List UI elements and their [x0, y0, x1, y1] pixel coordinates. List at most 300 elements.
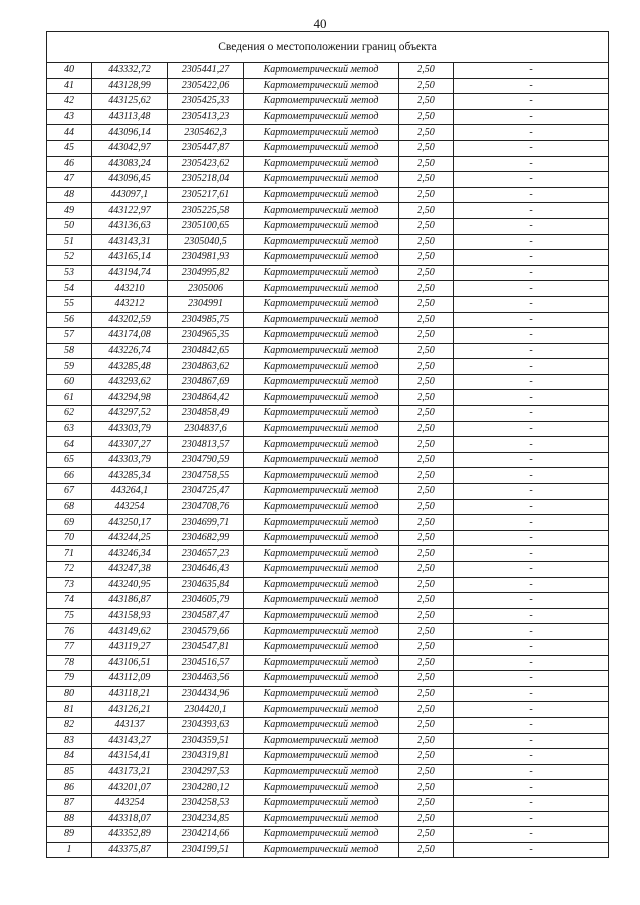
y-coordinate-cell: 2304434,96 — [168, 686, 244, 702]
table-row — [47, 172, 609, 188]
y-coordinate-cell: 2305006 — [168, 281, 244, 297]
table-row — [47, 406, 609, 422]
description-cell: - — [454, 125, 609, 141]
method-cell: Картометрический метод — [244, 312, 399, 328]
point-number-cell: 58 — [47, 343, 92, 359]
method-cell: Картометрический метод — [244, 94, 399, 110]
x-coordinate-cell: 443149,62 — [92, 624, 168, 640]
method-cell: Картометрический метод — [244, 655, 399, 671]
method-cell: Картометрический метод — [244, 842, 399, 858]
accuracy-cell: 2,50 — [399, 187, 454, 203]
method-cell: Картометрический метод — [244, 203, 399, 219]
point-number-cell: 53 — [47, 265, 92, 281]
y-coordinate-cell: 2304813,57 — [168, 437, 244, 453]
method-cell: Картометрический метод — [244, 499, 399, 515]
y-coordinate-cell: 2305100,65 — [168, 218, 244, 234]
point-number-cell: 64 — [47, 437, 92, 453]
description-cell: - — [454, 156, 609, 172]
y-coordinate-cell: 2304708,76 — [168, 499, 244, 515]
x-coordinate-cell: 443201,07 — [92, 780, 168, 796]
y-coordinate-cell: 2304605,79 — [168, 593, 244, 609]
accuracy-cell: 2,50 — [399, 671, 454, 687]
x-coordinate-cell: 443186,87 — [92, 593, 168, 609]
y-coordinate-cell: 2304359,51 — [168, 733, 244, 749]
point-number-cell: 57 — [47, 328, 92, 344]
y-coordinate-cell: 2304858,49 — [168, 406, 244, 422]
description-cell: - — [454, 437, 609, 453]
table-row — [47, 608, 609, 624]
accuracy-cell: 2,50 — [399, 827, 454, 843]
table-row — [47, 234, 609, 250]
table-row — [47, 546, 609, 562]
point-number-cell: 61 — [47, 390, 92, 406]
x-coordinate-cell: 443240,95 — [92, 577, 168, 593]
accuracy-cell: 2,50 — [399, 374, 454, 390]
y-coordinate-cell: 2304547,81 — [168, 639, 244, 655]
accuracy-cell: 2,50 — [399, 546, 454, 562]
accuracy-cell: 2,50 — [399, 296, 454, 312]
x-coordinate-cell: 443307,27 — [92, 437, 168, 453]
y-coordinate-cell: 2304790,59 — [168, 452, 244, 468]
table-row — [47, 452, 609, 468]
accuracy-cell: 2,50 — [399, 125, 454, 141]
accuracy-cell: 2,50 — [399, 749, 454, 765]
y-coordinate-cell: 2305422,06 — [168, 78, 244, 94]
description-cell: - — [454, 281, 609, 297]
y-coordinate-cell: 2304699,71 — [168, 515, 244, 531]
point-number-cell: 81 — [47, 702, 92, 718]
x-coordinate-cell: 443096,45 — [92, 172, 168, 188]
point-number-cell: 60 — [47, 374, 92, 390]
table-row — [47, 359, 609, 375]
x-coordinate-cell: 443375,87 — [92, 842, 168, 858]
method-cell: Картометрический метод — [244, 296, 399, 312]
description-cell: - — [454, 312, 609, 328]
y-coordinate-cell: 2304587,47 — [168, 608, 244, 624]
accuracy-cell: 2,50 — [399, 655, 454, 671]
description-cell: - — [454, 63, 609, 79]
accuracy-cell: 2,50 — [399, 140, 454, 156]
x-coordinate-cell: 443297,52 — [92, 406, 168, 422]
x-coordinate-cell: 443126,21 — [92, 702, 168, 718]
y-coordinate-cell: 2304981,93 — [168, 250, 244, 266]
description-cell: - — [454, 468, 609, 484]
description-cell: - — [454, 562, 609, 578]
x-coordinate-cell: 443137 — [92, 717, 168, 733]
y-coordinate-cell: 2304965,35 — [168, 328, 244, 344]
method-cell: Картометрический метод — [244, 686, 399, 702]
accuracy-cell: 2,50 — [399, 328, 454, 344]
point-number-cell: 72 — [47, 562, 92, 578]
x-coordinate-cell: 443154,41 — [92, 749, 168, 765]
accuracy-cell: 2,50 — [399, 265, 454, 281]
description-cell: - — [454, 530, 609, 546]
x-coordinate-cell: 443294,98 — [92, 390, 168, 406]
table-row — [47, 343, 609, 359]
x-coordinate-cell: 443113,48 — [92, 109, 168, 125]
x-coordinate-cell: 443202,59 — [92, 312, 168, 328]
method-cell: Картометрический метод — [244, 156, 399, 172]
table-row — [47, 702, 609, 718]
x-coordinate-cell: 443254 — [92, 499, 168, 515]
accuracy-cell: 2,50 — [399, 702, 454, 718]
accuracy-cell: 2,50 — [399, 218, 454, 234]
x-coordinate-cell: 443143,27 — [92, 733, 168, 749]
y-coordinate-cell: 2305413,23 — [168, 109, 244, 125]
method-cell: Картометрический метод — [244, 827, 399, 843]
x-coordinate-cell: 443332,72 — [92, 63, 168, 79]
y-coordinate-cell: 2304635,84 — [168, 577, 244, 593]
y-coordinate-cell: 2304297,53 — [168, 764, 244, 780]
x-coordinate-cell: 443173,21 — [92, 764, 168, 780]
table-row — [47, 140, 609, 156]
description-cell: - — [454, 593, 609, 609]
accuracy-cell: 2,50 — [399, 764, 454, 780]
accuracy-cell: 2,50 — [399, 109, 454, 125]
x-coordinate-cell: 443128,99 — [92, 78, 168, 94]
table-row — [47, 109, 609, 125]
x-coordinate-cell: 443097,1 — [92, 187, 168, 203]
point-number-cell: 80 — [47, 686, 92, 702]
point-number-cell: 52 — [47, 250, 92, 266]
point-number-cell: 1 — [47, 842, 92, 858]
description-cell: - — [454, 702, 609, 718]
y-coordinate-cell: 2305441,27 — [168, 63, 244, 79]
method-cell: Картометрический метод — [244, 811, 399, 827]
table-row — [47, 312, 609, 328]
point-number-cell: 40 — [47, 63, 92, 79]
method-cell: Картометрический метод — [244, 484, 399, 500]
description-cell: - — [454, 250, 609, 266]
accuracy-cell: 2,50 — [399, 437, 454, 453]
point-number-cell: 74 — [47, 593, 92, 609]
point-number-cell: 79 — [47, 671, 92, 687]
table-row — [47, 686, 609, 702]
x-coordinate-cell: 443246,34 — [92, 546, 168, 562]
table-row — [47, 671, 609, 687]
method-cell: Картометрический метод — [244, 78, 399, 94]
point-number-cell: 83 — [47, 733, 92, 749]
accuracy-cell: 2,50 — [399, 562, 454, 578]
x-coordinate-cell: 443264,1 — [92, 484, 168, 500]
accuracy-cell: 2,50 — [399, 499, 454, 515]
y-coordinate-cell: 2304682,99 — [168, 530, 244, 546]
y-coordinate-cell: 2304579,66 — [168, 624, 244, 640]
table-row — [47, 265, 609, 281]
description-cell: - — [454, 795, 609, 811]
accuracy-cell: 2,50 — [399, 624, 454, 640]
point-number-cell: 70 — [47, 530, 92, 546]
x-coordinate-cell: 443226,74 — [92, 343, 168, 359]
method-cell: Картометрический метод — [244, 421, 399, 437]
accuracy-cell: 2,50 — [399, 639, 454, 655]
accuracy-cell: 2,50 — [399, 717, 454, 733]
method-cell: Картометрический метод — [244, 717, 399, 733]
accuracy-cell: 2,50 — [399, 530, 454, 546]
table-row — [47, 624, 609, 640]
method-cell: Картометрический метод — [244, 530, 399, 546]
x-coordinate-cell: 443210 — [92, 281, 168, 297]
method-cell: Картометрический метод — [244, 546, 399, 562]
description-cell: - — [454, 187, 609, 203]
table-row — [47, 717, 609, 733]
point-number-cell: 62 — [47, 406, 92, 422]
x-coordinate-cell: 443352,89 — [92, 827, 168, 843]
point-number-cell: 44 — [47, 125, 92, 141]
point-number-cell: 45 — [47, 140, 92, 156]
x-coordinate-cell: 443122,97 — [92, 203, 168, 219]
method-cell: Картометрический метод — [244, 218, 399, 234]
table-row — [47, 811, 609, 827]
table-row — [47, 530, 609, 546]
description-cell: - — [454, 780, 609, 796]
x-coordinate-cell: 443042,97 — [92, 140, 168, 156]
point-number-cell: 68 — [47, 499, 92, 515]
table-row — [47, 733, 609, 749]
point-number-cell: 66 — [47, 468, 92, 484]
point-number-cell: 89 — [47, 827, 92, 843]
method-cell: Картометрический метод — [244, 328, 399, 344]
method-cell: Картометрический метод — [244, 437, 399, 453]
table-row — [47, 593, 609, 609]
x-coordinate-cell: 443143,31 — [92, 234, 168, 250]
y-coordinate-cell: 2304758,55 — [168, 468, 244, 484]
table-row — [47, 655, 609, 671]
method-cell: Картометрический метод — [244, 702, 399, 718]
y-coordinate-cell: 2305425,33 — [168, 94, 244, 110]
accuracy-cell: 2,50 — [399, 733, 454, 749]
y-coordinate-cell: 2304280,12 — [168, 780, 244, 796]
y-coordinate-cell: 2305423,62 — [168, 156, 244, 172]
point-number-cell: 85 — [47, 764, 92, 780]
method-cell: Картометрический метод — [244, 639, 399, 655]
x-coordinate-cell: 443119,27 — [92, 639, 168, 655]
boundary-coordinates-table — [46, 31, 609, 858]
table-row — [47, 203, 609, 219]
method-cell: Картометрический метод — [244, 780, 399, 796]
y-coordinate-cell: 2304991 — [168, 296, 244, 312]
x-coordinate-cell: 443136,63 — [92, 218, 168, 234]
y-coordinate-cell: 2304657,23 — [168, 546, 244, 562]
method-cell: Картометрический метод — [244, 125, 399, 141]
point-number-cell: 88 — [47, 811, 92, 827]
accuracy-cell: 2,50 — [399, 172, 454, 188]
description-cell: - — [454, 686, 609, 702]
y-coordinate-cell: 2304393,63 — [168, 717, 244, 733]
table-row — [47, 468, 609, 484]
table-row — [47, 78, 609, 94]
table-row — [47, 218, 609, 234]
x-coordinate-cell: 443194,74 — [92, 265, 168, 281]
table-row — [47, 499, 609, 515]
description-cell: - — [454, 515, 609, 531]
point-number-cell: 84 — [47, 749, 92, 765]
point-number-cell: 59 — [47, 359, 92, 375]
description-cell: - — [454, 406, 609, 422]
table-row — [47, 515, 609, 531]
x-coordinate-cell: 443212 — [92, 296, 168, 312]
table-row — [47, 94, 609, 110]
y-coordinate-cell: 2304837,6 — [168, 421, 244, 437]
y-coordinate-cell: 2304214,66 — [168, 827, 244, 843]
x-coordinate-cell: 443254 — [92, 795, 168, 811]
description-cell: - — [454, 265, 609, 281]
description-cell: - — [454, 296, 609, 312]
point-number-cell: 82 — [47, 717, 92, 733]
x-coordinate-cell: 443106,51 — [92, 655, 168, 671]
accuracy-cell: 2,50 — [399, 795, 454, 811]
method-cell: Картометрический метод — [244, 608, 399, 624]
table-title-row — [47, 32, 609, 63]
method-cell: Картометрический метод — [244, 468, 399, 484]
method-cell: Картометрический метод — [244, 671, 399, 687]
accuracy-cell: 2,50 — [399, 686, 454, 702]
description-cell: - — [454, 421, 609, 437]
table-row — [47, 795, 609, 811]
table-row — [47, 437, 609, 453]
accuracy-cell: 2,50 — [399, 390, 454, 406]
accuracy-cell: 2,50 — [399, 452, 454, 468]
y-coordinate-cell: 2305225,58 — [168, 203, 244, 219]
y-coordinate-cell: 2304199,51 — [168, 842, 244, 858]
table-row — [47, 374, 609, 390]
accuracy-cell: 2,50 — [399, 203, 454, 219]
table-row — [47, 749, 609, 765]
description-cell: - — [454, 109, 609, 125]
table-row — [47, 328, 609, 344]
accuracy-cell: 2,50 — [399, 94, 454, 110]
y-coordinate-cell: 2304516,57 — [168, 655, 244, 671]
description-cell: - — [454, 172, 609, 188]
method-cell: Картометрический метод — [244, 109, 399, 125]
table-row — [47, 187, 609, 203]
point-number-cell: 55 — [47, 296, 92, 312]
method-cell: Картометрический метод — [244, 343, 399, 359]
table-row — [47, 577, 609, 593]
x-coordinate-cell: 443293,62 — [92, 374, 168, 390]
point-number-cell: 47 — [47, 172, 92, 188]
x-coordinate-cell: 443174,08 — [92, 328, 168, 344]
accuracy-cell: 2,50 — [399, 234, 454, 250]
accuracy-cell: 2,50 — [399, 63, 454, 79]
description-cell: - — [454, 484, 609, 500]
point-number-cell: 42 — [47, 94, 92, 110]
description-cell: - — [454, 499, 609, 515]
accuracy-cell: 2,50 — [399, 608, 454, 624]
description-cell: - — [454, 717, 609, 733]
point-number-cell: 73 — [47, 577, 92, 593]
description-cell: - — [454, 811, 609, 827]
accuracy-cell: 2,50 — [399, 312, 454, 328]
table-row — [47, 827, 609, 843]
table-title: Сведения о местоположении границ объекта — [47, 32, 609, 63]
y-coordinate-cell: 2304463,56 — [168, 671, 244, 687]
accuracy-cell: 2,50 — [399, 842, 454, 858]
accuracy-cell: 2,50 — [399, 281, 454, 297]
description-cell: - — [454, 764, 609, 780]
point-number-cell: 50 — [47, 218, 92, 234]
description-cell: - — [454, 733, 609, 749]
accuracy-cell: 2,50 — [399, 780, 454, 796]
y-coordinate-cell: 2304420,1 — [168, 702, 244, 718]
description-cell: - — [454, 546, 609, 562]
y-coordinate-cell: 2304234,85 — [168, 811, 244, 827]
description-cell: - — [454, 390, 609, 406]
point-number-cell: 51 — [47, 234, 92, 250]
point-number-cell: 49 — [47, 203, 92, 219]
method-cell: Картометрический метод — [244, 452, 399, 468]
x-coordinate-cell: 443250,17 — [92, 515, 168, 531]
x-coordinate-cell: 443285,48 — [92, 359, 168, 375]
description-cell: - — [454, 359, 609, 375]
table-row — [47, 484, 609, 500]
x-coordinate-cell: 443318,07 — [92, 811, 168, 827]
description-cell: - — [454, 827, 609, 843]
table-row — [47, 562, 609, 578]
point-number-cell: 48 — [47, 187, 92, 203]
description-cell: - — [454, 749, 609, 765]
x-coordinate-cell: 443096,14 — [92, 125, 168, 141]
x-coordinate-cell: 443125,62 — [92, 94, 168, 110]
y-coordinate-cell: 2305218,04 — [168, 172, 244, 188]
method-cell: Картометрический метод — [244, 577, 399, 593]
accuracy-cell: 2,50 — [399, 343, 454, 359]
method-cell: Картометрический метод — [244, 515, 399, 531]
y-coordinate-cell: 2304319,81 — [168, 749, 244, 765]
description-cell: - — [454, 624, 609, 640]
y-coordinate-cell: 2304985,75 — [168, 312, 244, 328]
y-coordinate-cell: 2304863,62 — [168, 359, 244, 375]
description-cell: - — [454, 842, 609, 858]
method-cell: Картометрический метод — [244, 733, 399, 749]
y-coordinate-cell: 2304725,47 — [168, 484, 244, 500]
table-row — [47, 296, 609, 312]
x-coordinate-cell: 443285,34 — [92, 468, 168, 484]
method-cell: Картометрический метод — [244, 63, 399, 79]
table-row — [47, 764, 609, 780]
accuracy-cell: 2,50 — [399, 593, 454, 609]
y-coordinate-cell: 2305217,61 — [168, 187, 244, 203]
description-cell: - — [454, 218, 609, 234]
method-cell: Картометрический метод — [244, 749, 399, 765]
y-coordinate-cell: 2305040,5 — [168, 234, 244, 250]
description-cell: - — [454, 78, 609, 94]
description-cell: - — [454, 328, 609, 344]
x-coordinate-cell: 443303,79 — [92, 421, 168, 437]
method-cell: Картометрический метод — [244, 374, 399, 390]
description-cell: - — [454, 343, 609, 359]
table-row — [47, 250, 609, 266]
description-cell: - — [454, 655, 609, 671]
y-coordinate-cell: 2304842,65 — [168, 343, 244, 359]
y-coordinate-cell: 2305462,3 — [168, 125, 244, 141]
y-coordinate-cell: 2305447,87 — [168, 140, 244, 156]
method-cell: Картометрический метод — [244, 390, 399, 406]
table-row — [47, 281, 609, 297]
accuracy-cell: 2,50 — [399, 577, 454, 593]
table-row — [47, 125, 609, 141]
accuracy-cell: 2,50 — [399, 811, 454, 827]
table-row — [47, 639, 609, 655]
y-coordinate-cell: 2304646,43 — [168, 562, 244, 578]
table-body — [47, 63, 609, 858]
description-cell: - — [454, 671, 609, 687]
point-number-cell: 67 — [47, 484, 92, 500]
method-cell: Картометрический метод — [244, 359, 399, 375]
point-number-cell: 86 — [47, 780, 92, 796]
table-row — [47, 421, 609, 437]
table-row — [47, 390, 609, 406]
